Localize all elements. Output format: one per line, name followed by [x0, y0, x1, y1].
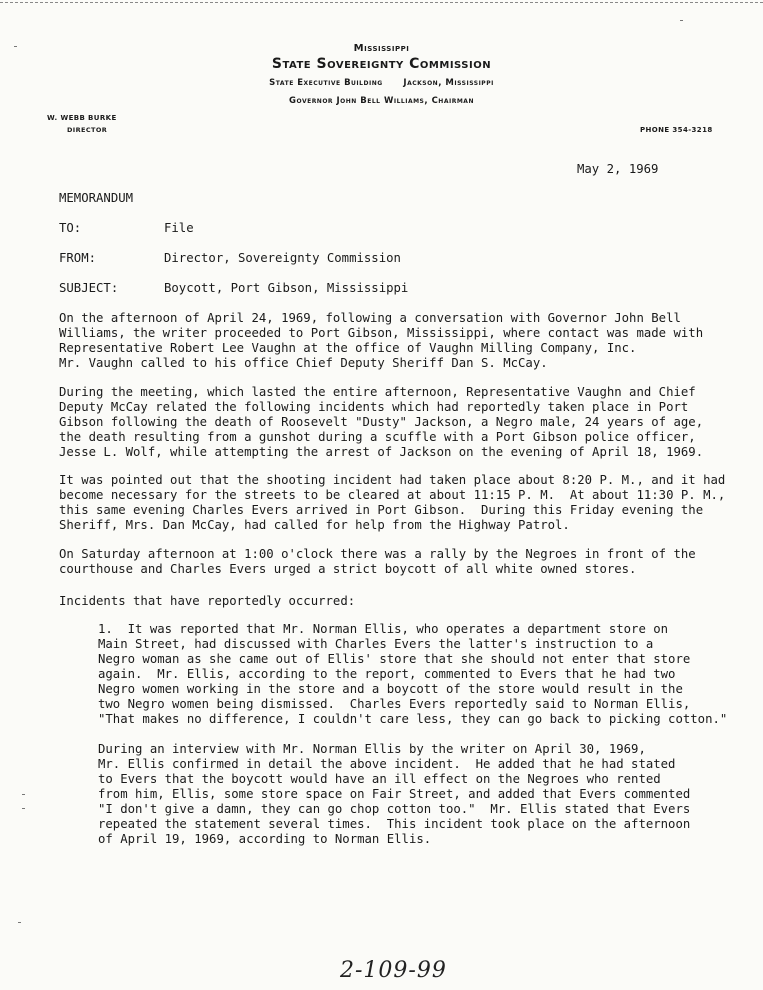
from-label: FROM: — [59, 251, 97, 265]
text-line: two Negro women being dismissed. Charles Evers reportedly said to Norman Ellis, — [98, 697, 691, 711]
subject-label: SUBJECT: — [59, 281, 119, 295]
text-line: On the afternoon of April 24, 1969, following a conversation with Governor John Bell — [59, 311, 681, 325]
text-line: During an interview with Mr. Norman Ellis by the writer on April 30, 1969, — [98, 742, 646, 756]
text-line: Negro woman as she came out of Ellis' store that she should not enter that store — [98, 652, 691, 666]
text-line: 1. It was reported that Mr. Norman Ellis, who operates a department store on — [98, 622, 669, 636]
scan-speck — [680, 20, 683, 21]
paragraph-incidents-context — [59, 385, 703, 460]
text-line: become necessary for the streets to be cleared at about 11:15 P. M. At about 11:30 P. M., — [59, 488, 726, 502]
scan-speck — [18, 922, 21, 923]
scan-speck — [22, 808, 25, 809]
letterhead-address: State Executive Building Jackson, Mississippi — [269, 78, 494, 88]
page-top-edge — [0, 2, 763, 3]
text-line: Deputy McCay related the following incidents which had reportedly taken place in Port — [59, 400, 689, 414]
paragraph-shooting-timeline — [59, 473, 725, 533]
text-line: Williams, the writer proceeded to Port Gibson, Mississippi, where contact was made with — [59, 326, 704, 340]
text-line: to Evers that the boycott would have an ill effect on the Negroes who rented — [98, 772, 661, 786]
text-line: "That makes no difference, I couldn't care less, they can go back to picking cotton." — [98, 712, 728, 726]
paragraph-meeting-context — [59, 311, 703, 371]
text-line: Mr. Ellis confirmed in detail the above incident. He added that he had stated — [98, 757, 676, 771]
subject-value: Boycott, Port Gibson, Mississippi — [164, 281, 409, 295]
text-line: Gibson following the death of Roosevelt "Dusty" Jackson, a Negro male, 24 years of age, — [59, 415, 704, 429]
text-line: repeated the statement several times. This incident took place on the afternoon — [98, 817, 691, 831]
phone-number: PHONE 354-3218 — [640, 126, 713, 134]
text-line: On Saturday afternoon at 1:00 o'clock there was a rally by the Negroes in front of the — [59, 547, 696, 561]
incident-interview — [98, 742, 690, 847]
letterhead-commission: State Sovereignty Commission — [271, 56, 492, 72]
text-line: Representative Robert Lee Vaughn at the office of Vaughn Milling Company, Inc. — [59, 341, 637, 355]
text-line: from him, Ellis, some store space on Fair Street, and added that Evers commented — [98, 787, 691, 801]
paragraph-incidents-heading — [59, 594, 355, 609]
to-value: File — [164, 221, 194, 235]
text-line: It was pointed out that the shooting incident had taken place about 8:20 P. M., and it had — [59, 473, 726, 487]
text-line: this same evening Charles Evers arrived in Port Gibson. During this Friday evening the — [59, 503, 704, 517]
text-line: Jesse L. Wolf, while attempting the arrest of Jackson on the evening of April 18, 1969. — [59, 445, 704, 459]
letterhead-state: Mississippi — [353, 43, 410, 54]
letterhead-governor: Governor John Bell Williams, Chairman — [289, 96, 474, 106]
paragraph-rally — [59, 547, 696, 577]
handwritten-file-number: 2-109-99 — [340, 958, 447, 983]
text-line: Sheriff, Mrs. Dan McCay, had called for help from the Highway Patrol. — [59, 518, 570, 532]
scan-speck — [14, 46, 17, 47]
text-line: courthouse and Charles Evers urged a strict boycott of all white owned stores. — [59, 562, 637, 576]
text-line: Incidents that have reportedly occurred: — [59, 594, 356, 608]
from-value: Director, Sovereignty Commission — [164, 251, 401, 265]
text-line: Negro women working in the store and a boycott of the store would result in the — [98, 682, 683, 696]
text-line: the death resulting from a gunshot during a scuffle with a Port Gibson police officer, — [59, 430, 696, 444]
text-line: Main Street, had discussed with Charles Evers the latter's instruction to a — [98, 637, 654, 651]
text-line: Mr. Vaughn called to his office Chief Deputy Sheriff Dan S. McCay. — [59, 356, 548, 370]
memo-heading: MEMORANDUM — [59, 191, 134, 205]
director-title: DIRECTOR — [67, 126, 108, 134]
text-line: "I don't give a damn, they can go chop cotton too." Mr. Ellis stated that Evers — [98, 802, 691, 816]
director-name: W. WEBB BURKE — [47, 114, 117, 122]
text-line: again. Mr. Ellis, according to the report, commented to Evers that he had two — [98, 667, 676, 681]
text-line: During the meeting, which lasted the entire afternoon, Representative Vaughn and Chief — [59, 385, 696, 399]
scan-speck — [22, 794, 25, 795]
incident-item-1 — [98, 622, 727, 727]
text-line: of April 19, 1969, according to Norman Ellis. — [98, 832, 432, 846]
to-label: TO: — [59, 221, 82, 235]
memo-date: May 2, 1969 — [577, 162, 659, 176]
